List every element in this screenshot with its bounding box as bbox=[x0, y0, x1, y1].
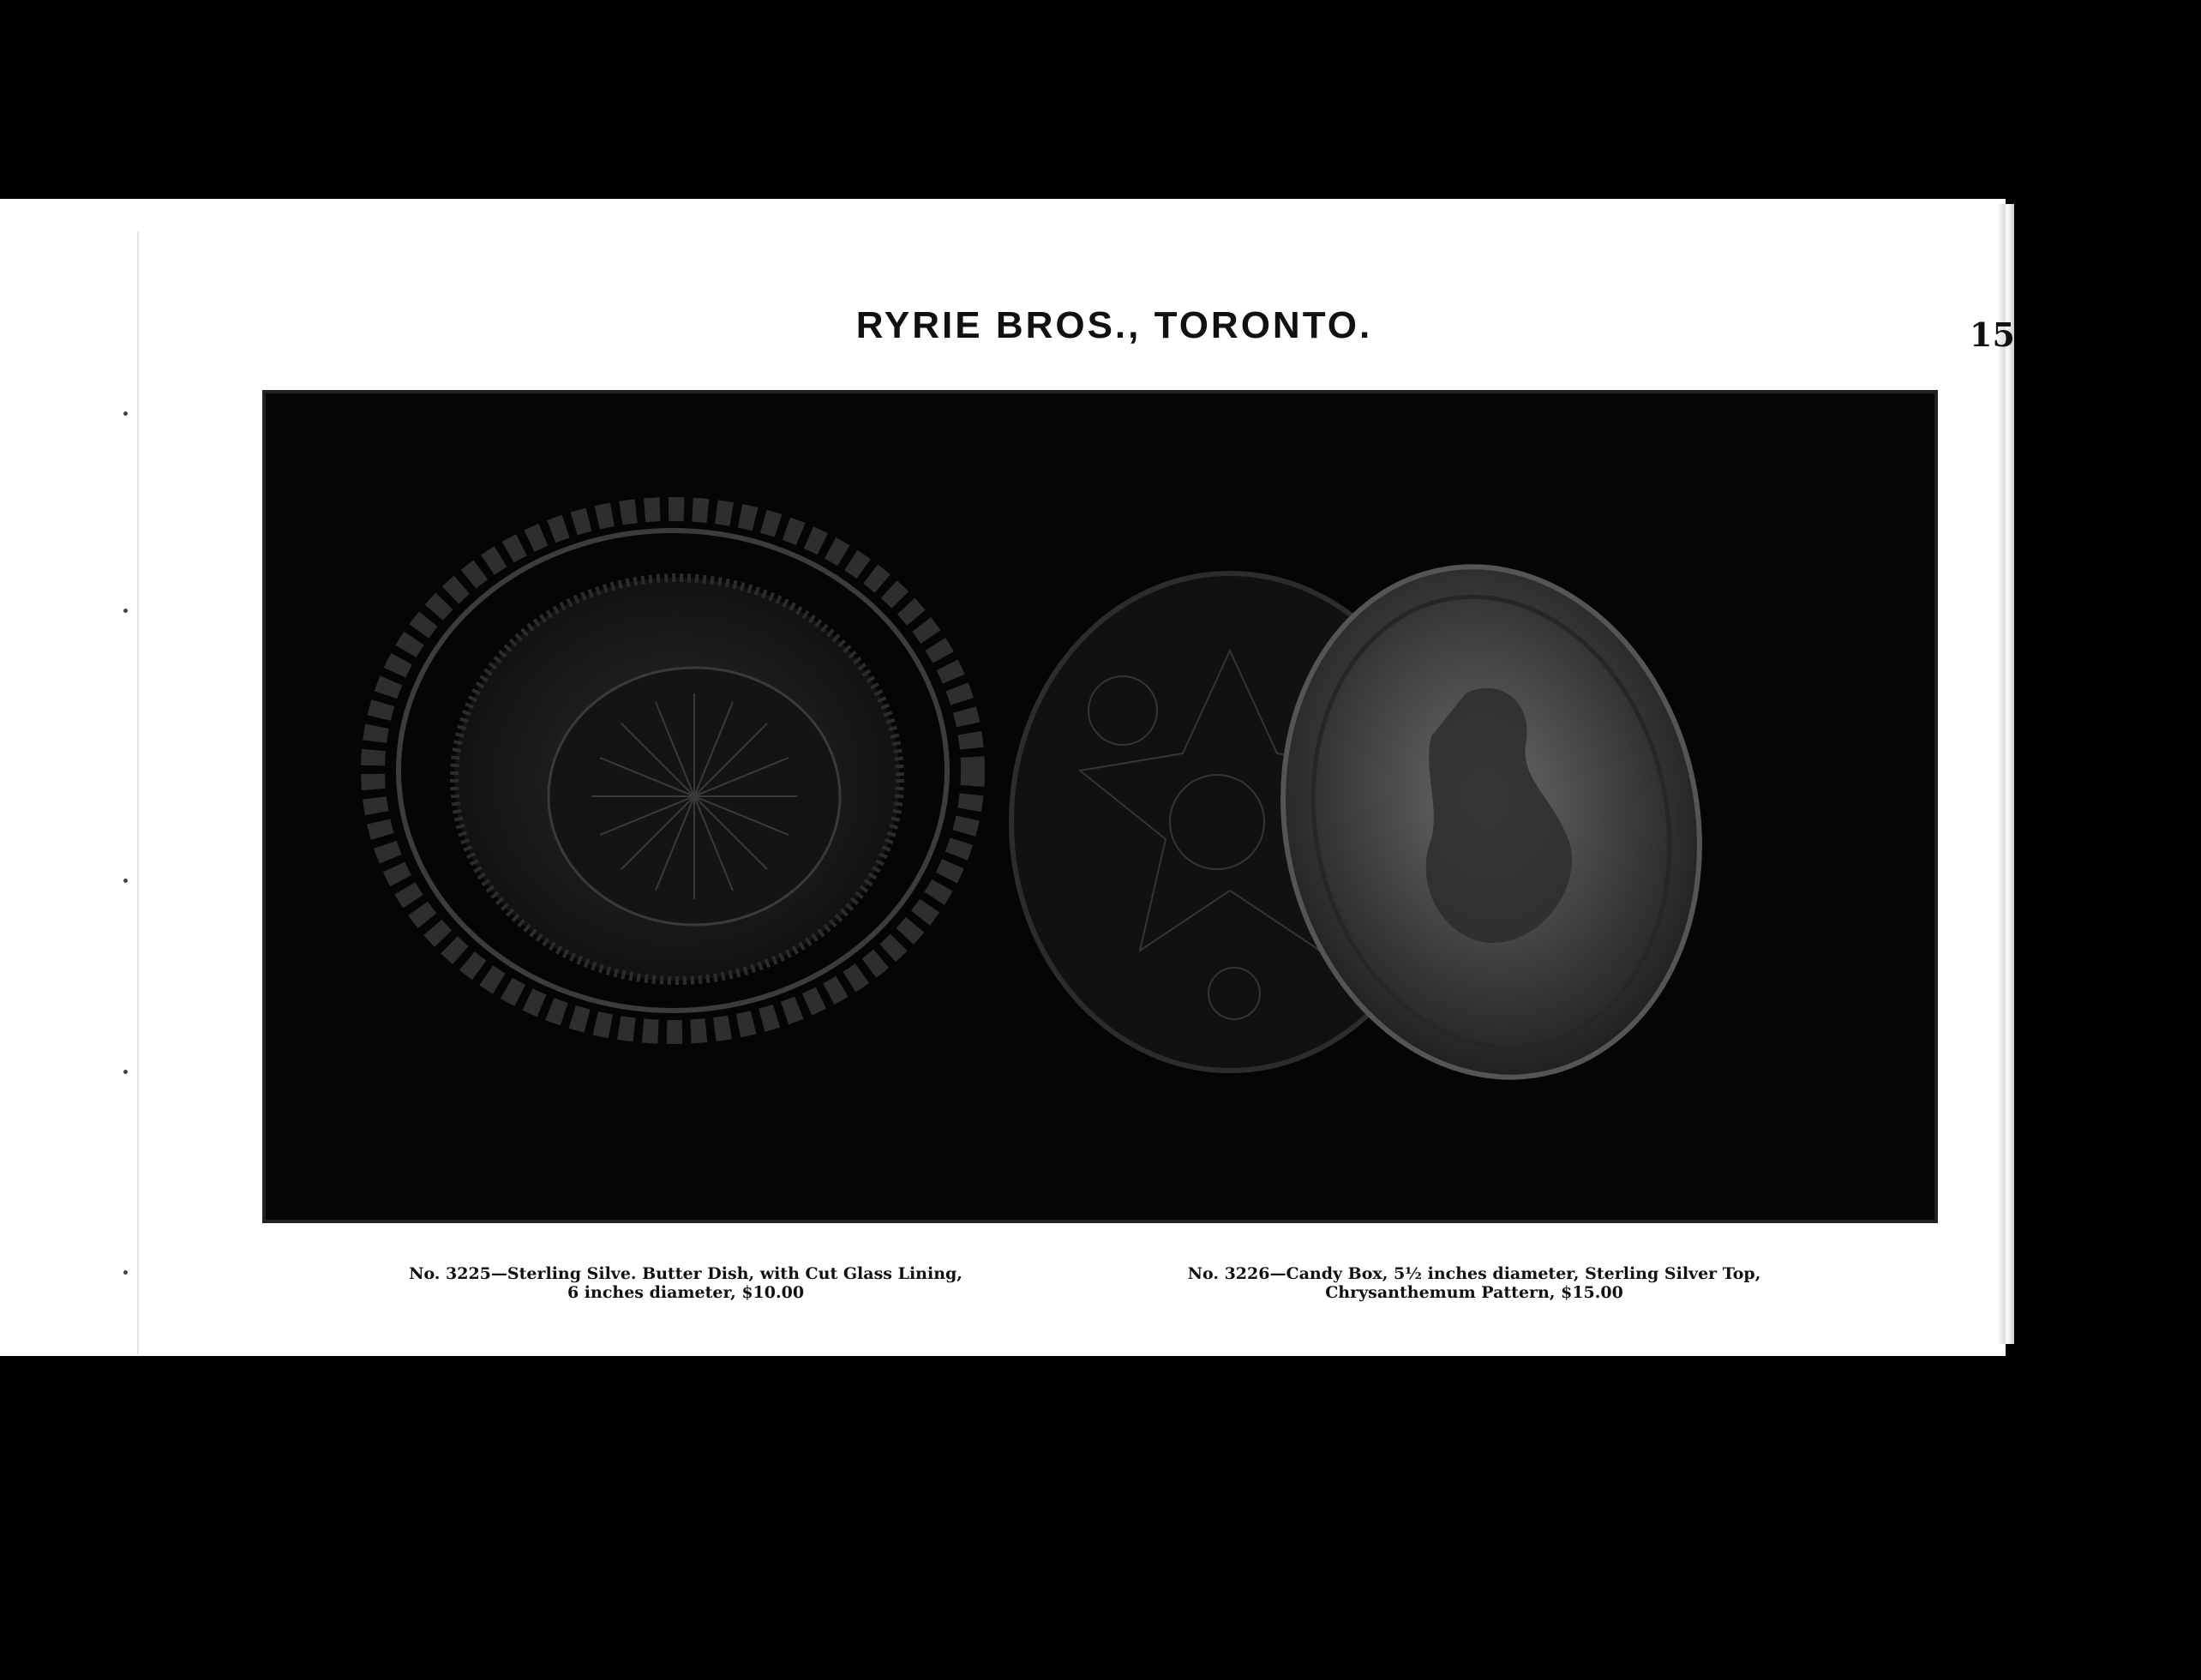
page-number: 15 bbox=[1970, 315, 2015, 354]
caption-candy-box bbox=[1174, 1264, 1774, 1302]
butter-dish-image bbox=[373, 509, 973, 1032]
product-photograph bbox=[262, 390, 1938, 1223]
caption-butter-dish bbox=[377, 1264, 994, 1302]
facing-page-edge bbox=[0, 231, 139, 1354]
candy-box-image bbox=[1011, 528, 1746, 1117]
page-header: RYRIE BROS., TORONTO. bbox=[855, 304, 1373, 346]
caption-candy-box-line2: Chrysanthemum Pattern, $15.00 bbox=[1325, 1283, 1623, 1302]
caption-candy-box-line1: No. 3226—Candy Box, 5½ inches diameter, Sterling Silver Top, bbox=[1187, 1264, 1761, 1283]
caption-butter-dish-line1: No. 3225—Sterling Silve. Butter Dish, with Cut Glass Lining, bbox=[409, 1264, 963, 1283]
page-stack-edge bbox=[1997, 204, 2014, 1344]
caption-butter-dish-line2: 6 inches diameter, $10.00 bbox=[567, 1283, 805, 1302]
photo-illustration bbox=[266, 393, 1934, 1220]
